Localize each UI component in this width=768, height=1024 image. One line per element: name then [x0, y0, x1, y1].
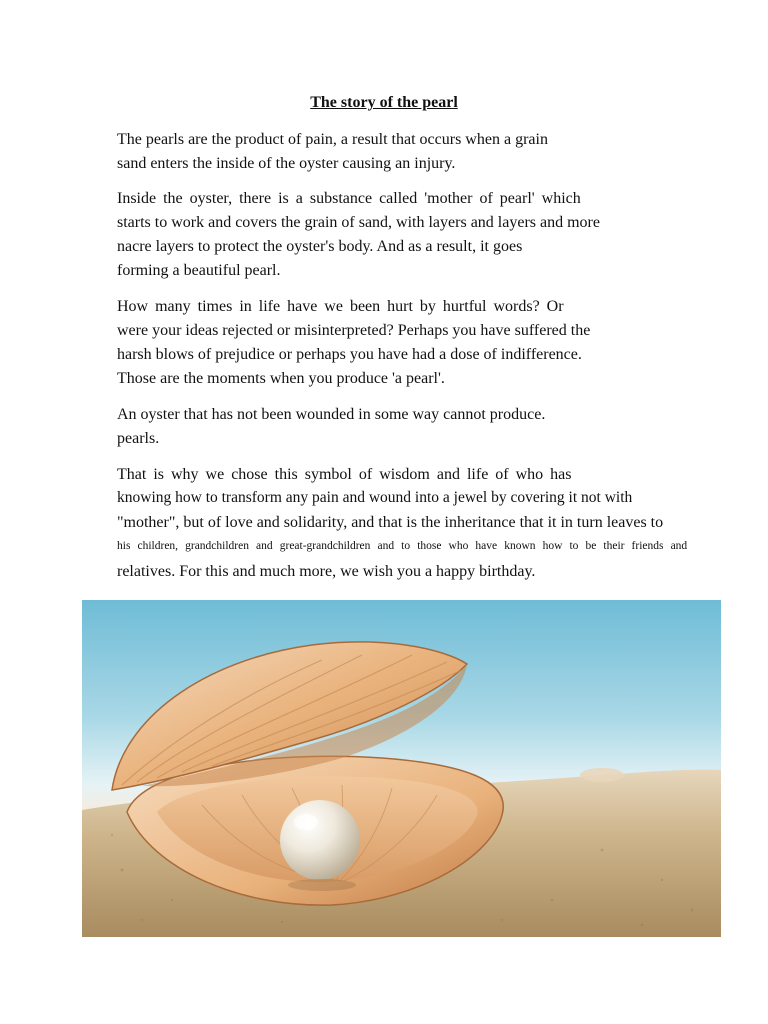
paragraph-2-line-1: Inside the oyster, there is a substance called 'mother of pearl' which [117, 190, 581, 207]
paragraph-3-line-2: were your ideas rejected or misinterpreted? Perhaps you have suffered the [117, 322, 591, 339]
paragraph-3-line-1: How many times in life have we been hurt by hurtful words? Or [117, 298, 564, 315]
paragraph-3-line-3: harsh blows of prejudice or perhaps you have had a dose of indifference. [117, 346, 582, 363]
pearl-in-oyster-shell-illustration [82, 600, 721, 937]
page-title: The story of the pearl [310, 94, 458, 111]
paragraph-2-line-2: starts to work and covers the grain of sand, with layers and layers and more [117, 214, 600, 231]
paragraph-4-line-2: pearls. [117, 430, 160, 447]
paragraph-5-line-3: "mother", but of love and solidarity, and that is the inheritance that it in turn leaves to [117, 514, 664, 531]
paragraph-2-line-4: forming a beautiful pearl. [117, 262, 281, 279]
paragraph-3-line-4: Those are the moments when you produce 'a pearl'. [117, 370, 445, 387]
pearl-oyster-photo [82, 600, 721, 937]
paragraph-4-line-1: An oyster that has not been wounded in some way cannot produce. [117, 406, 546, 423]
paragraph-5-line-4: his children, grandchildren and great-grandchildren and to those who have known how to be their friends and [117, 540, 688, 552]
paragraph-5-line-2: knowing how to transform any pain and wound into a jewel by covering it not with [117, 489, 633, 506]
paragraph-5-line-5: relatives. For this and much more, we wish you a happy birthday. [117, 563, 536, 580]
paragraph-1-line-1: The pearls are the product of pain, a result that occurs when a grain [117, 131, 548, 148]
paragraph-5-line-1: That is why we chose this symbol of wisdom and life of who has [117, 466, 572, 483]
paragraph-1-line-2: sand enters the inside of the oyster causing an injury. [117, 155, 456, 172]
paragraph-2-line-3: nacre layers to protect the oyster's body. And as a result, it goes [117, 238, 523, 255]
